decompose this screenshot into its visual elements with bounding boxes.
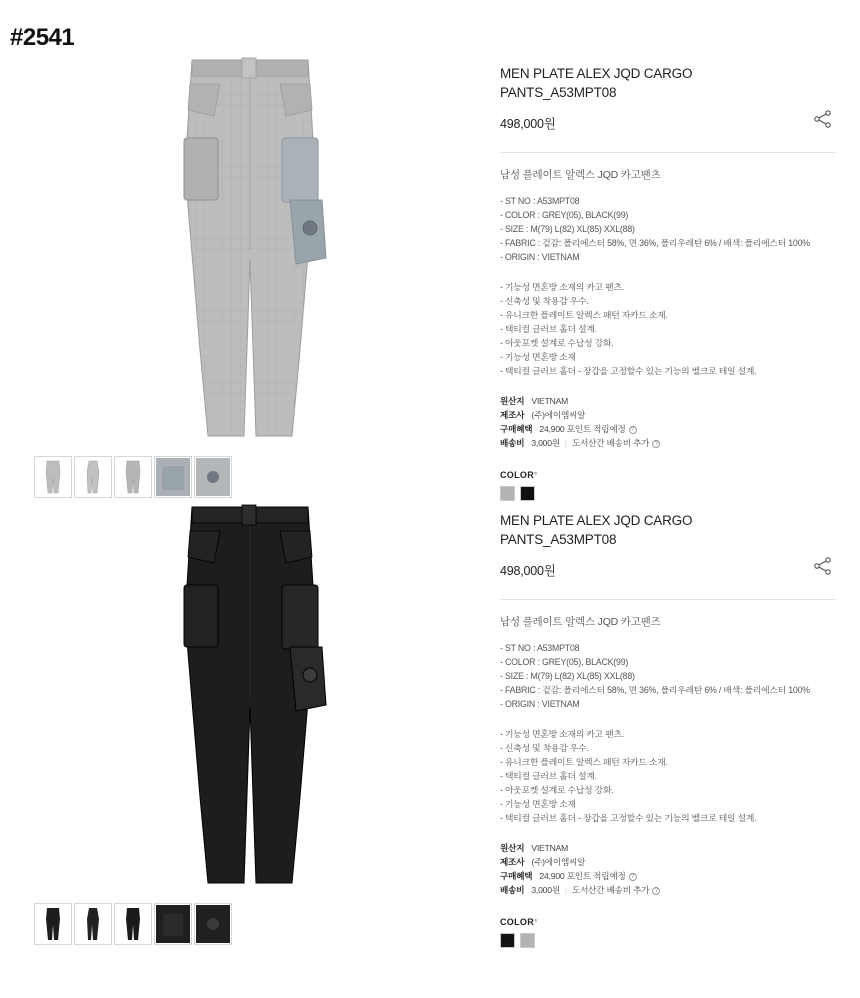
meta-extra: 도서산간 배송비 추가 [571,885,650,895]
thumbnail-side[interactable] [74,456,112,498]
meta-row-shipping [500,883,840,897]
meta-value: (주)에이엠씨알 [531,857,586,867]
product-media [20,50,480,450]
color-option-block [500,470,840,501]
hero-image-grey[interactable] [20,50,480,450]
product-price: 498,000원 [500,117,556,131]
meta-label: 원산지 [500,843,525,853]
grey-swatch[interactable] [500,486,515,501]
info-icon[interactable]: ? [652,440,660,448]
color-label-text: COLOR [500,470,534,480]
grey-cargo-pants-illustration [150,50,350,450]
black-cargo-pants-illustration [150,497,350,897]
meta-row-manufacturer [500,408,840,422]
meta-row-origin [500,394,840,408]
thumbnail-strip[interactable] [34,903,232,945]
info-icon[interactable]: ? [652,887,660,895]
meta-value: 24,900 포인트 적립예정 [539,424,626,434]
meta-value: VIETNAM [531,843,569,853]
meta-label: 구매혜택 [500,424,533,434]
color-option-block [500,917,840,948]
spec-item: - ST NO : A53MPT08 [500,196,580,206]
color-swatches[interactable] [500,933,840,948]
meta-label: 제조사 [500,857,525,867]
thumbnail-detail-pocket[interactable] [154,903,192,945]
color-label [500,470,840,480]
thumbnail-side[interactable] [74,903,112,945]
meta-label: 제조사 [500,410,525,420]
spec-item: - ORIGIN : VIETNAM [500,699,580,709]
thumbnail-detail-holder[interactable] [194,903,232,945]
meta-table [500,841,840,897]
spec-item: - FABRIC : 겉감: 폴리에스터 58%, 면 36%, 폴리우레탄 6% / 배색: 폴리에스터 100% [500,685,810,695]
feature-item: - 신축성 및 착용감 우수. [500,296,589,306]
thumbnail-detail-holder[interactable] [194,456,232,498]
product-info [500,511,840,948]
spec-item: - COLOR : GREY(05), BLACK(99) [500,210,629,220]
meta-row-benefit [500,422,840,436]
meta-label: 원산지 [500,396,525,406]
info-icon[interactable]: ? [629,873,637,881]
feature-item: - 아웃포켓 설계로 수납성 강화. [500,785,614,795]
page-id: #2541 [10,24,75,51]
thumbnail-strip[interactable] [34,456,232,498]
product-media [20,497,480,897]
feature-item: - 택티컬 글러브 홀더 - 장갑을 고정할수 있는 기능의 벨크로 테일 설계. [500,366,757,376]
feature-item: - 기능성 면혼방 소재의 카고 팬츠. [500,282,625,292]
color-swatches[interactable] [500,486,840,501]
spec-item: - SIZE : M(79) L(82) XL(85) XXL(88) [500,224,635,234]
spec-item: - COLOR : GREY(05), BLACK(99) [500,657,629,667]
feature-item: - 택티컬 글러브 홀더 - 장갑을 고정할수 있는 기능의 벨크로 테일 설계. [500,813,757,823]
thumbnail-back[interactable] [114,903,152,945]
meta-value: VIETNAM [531,396,569,406]
share-icon[interactable] [812,108,834,130]
meta-row-benefit [500,869,840,883]
spec-item: - ORIGIN : VIETNAM [500,252,580,262]
meta-value: 3,000원 [531,438,560,448]
meta-label: 배송비 [500,885,525,895]
spec-item: - FABRIC : 겉감: 폴리에스터 58%, 면 36%, 폴리우레탄 6% / 배색: 폴리에스터 100% [500,238,810,248]
thumbnail-back[interactable] [114,456,152,498]
meta-value: 3,000원 [531,885,560,895]
meta-label: 구매혜택 [500,871,533,881]
feature-item: - 아웃포켓 설계로 수납성 강화. [500,338,614,348]
color-label-text: COLOR [500,917,534,927]
meta-value: 24,900 포인트 적립예정 [539,871,626,881]
meta-separator: | [564,438,567,448]
feature-list [500,727,840,825]
feature-list [500,280,840,378]
required-mark: * [534,917,538,927]
spec-item: - SIZE : M(79) L(82) XL(85) XXL(88) [500,671,635,681]
thumbnail-front[interactable] [34,456,72,498]
feature-item: - 신축성 및 착용감 우수. [500,743,589,753]
feature-item: - 유니크한 플레이트 알렉스 패턴 자카드 소재. [500,757,668,767]
spec-list [500,194,840,264]
grey-swatch[interactable] [520,933,535,948]
product-title: MEN PLATE ALEX JQD CARGO PANTS_A53MPT08 [500,66,693,100]
meta-value: (주)에이엠씨알 [531,410,586,420]
thumbnail-front[interactable] [34,903,72,945]
meta-label: 배송비 [500,438,525,448]
black-swatch[interactable] [520,486,535,501]
meta-separator: | [564,885,567,895]
spec-item: - ST NO : A53MPT08 [500,643,580,653]
divider [500,599,836,600]
feature-item: - 기능성 면혼방 소재 [500,352,576,362]
product-info [500,64,840,501]
meta-row-manufacturer [500,855,840,869]
feature-item: - 기능성 면혼방 소재의 카고 팬츠. [500,729,625,739]
divider [500,152,836,153]
thumbnail-detail-pocket[interactable] [154,456,192,498]
product-subtitle: 남성 플레이트 알렉스 JQD 카고팬츠 [500,169,661,181]
black-swatch[interactable] [500,933,515,948]
feature-item: - 택티컬 글러브 홀더 설계. [500,324,597,334]
meta-table [500,394,840,450]
feature-item: - 택티컬 글러브 홀더 설계. [500,771,597,781]
hero-image-black[interactable] [20,497,480,897]
feature-item: - 기능성 면혼방 소재 [500,799,576,809]
required-mark: * [534,470,538,480]
info-icon[interactable]: ? [629,426,637,434]
meta-row-origin [500,841,840,855]
product-subtitle: 남성 플레이트 알렉스 JQD 카고팬즈 [500,616,661,628]
spec-list [500,641,840,711]
meta-extra: 도서산간 배송비 추가 [571,438,650,448]
share-icon[interactable] [812,555,834,577]
color-label [500,917,840,927]
feature-item: - 유니크한 플레이트 알렉스 패턴 자카드 소재. [500,310,668,320]
product-title: MEN PLATE ALEX JQD CARGO PANTS_A53MPT08 [500,513,693,547]
meta-row-shipping [500,436,840,450]
product-price: 498,000원 [500,564,556,578]
